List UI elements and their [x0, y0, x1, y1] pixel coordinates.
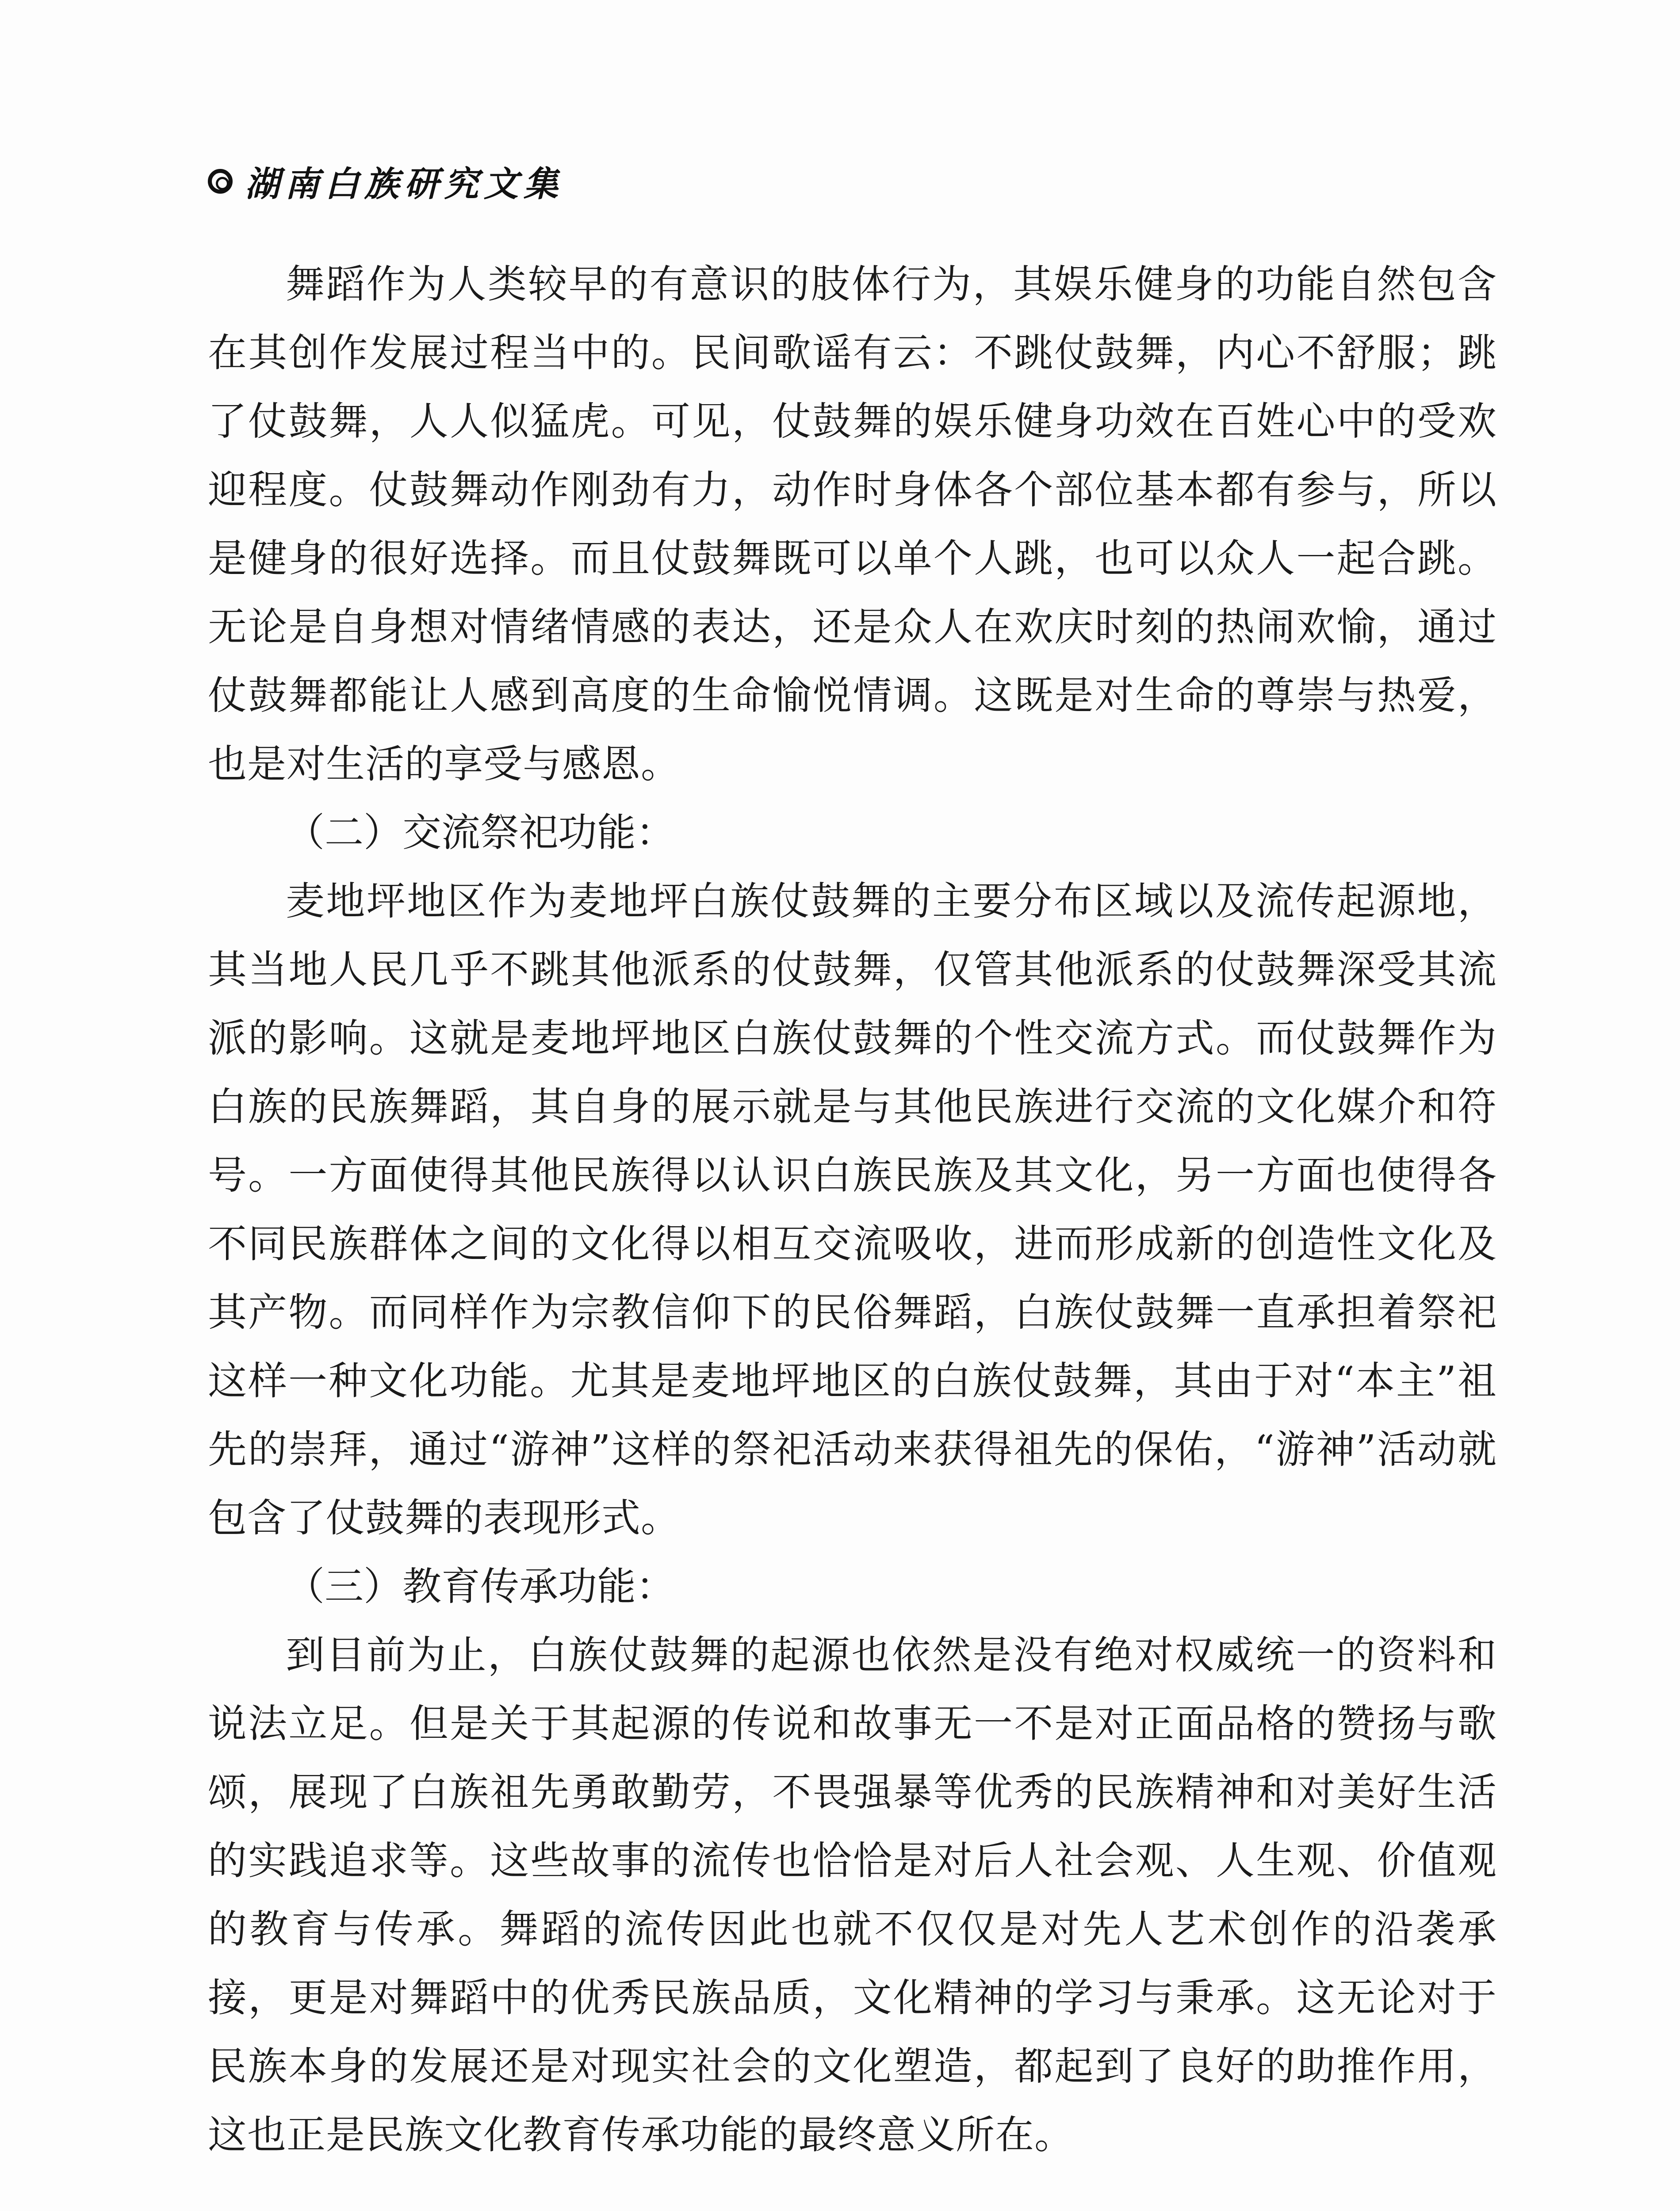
section-title	[208, 2207, 1497, 2211]
running-header-title: 湖南白族研究文集	[245, 164, 564, 204]
running-header	[208, 150, 563, 212]
bullseye-mark-icon	[208, 169, 233, 194]
paragraph-communication-sacrifice: 麦地坪地区作为麦地坪白族仗鼓舞的主要分布区域以及流传起源地，其当地人民几乎不跳其他派系的仗鼓舞，仅管其他派系的仗鼓舞深受其流派的影响。这就是麦地坪地区白族仗鼓舞的个性交流方式。而仗鼓舞作为白族的民族舞蹈，其自身的展示就是与其他民族进行交流的文化媒介和符号。一方面使得其他民族得以认识白族民族及其文化，另一方面也使得各不同民族群体之间的文化得以相互交流吸收，进而形成新的创造性文化及其产物。而同样作为宗教信仰下的民俗舞蹈，白族仗鼓舞一直承担着祭祀这样一种文化功能。尤其是麦地坪地区的白族仗鼓舞，其由于对“本主”祖先的崇拜，通过“游神”这样的祭祀活动来获得祖先的保佑，“游神”活动就包含了仗鼓舞的表现形式。	[208, 878, 1497, 1541]
subheading-education-inheritance: （三）教育传承功能：	[286, 1564, 675, 1609]
body-text	[208, 250, 1497, 2211]
subheading-communication-sacrifice: （二）交流祭祀功能：	[286, 810, 675, 855]
paragraph-education-inheritance: 到目前为止，白族仗鼓舞的起源也依然是没有绝对权威统一的资料和说法立足。但是关于其起源的传说和故事无一不是对正面品格的赞扬与歌颂，展现了白族祖先勇敢勤劳，不畏强暴等优秀的民族精神和对美好生活的实践追求等。这些故事的流传也恰恰是对后人社会观、人生观、价值观的教育与传承。舞蹈的流传因此也就不仅仅是对先人艺术创作的沿袭承接，更是对舞蹈中的优秀民族品质，文化精神的学习与秉承。这无论对于民族本身的发展还是对现实社会的文化塑造，都起到了良好的助推作用，这也正是民族文化教育传承功能的最终意义所在。	[208, 1632, 1497, 2157]
paragraph-entertainment-function: 舞蹈作为人类较早的有意识的肢体行为，其娱乐健身的功能自然包含在其创作发展过程当中的。民间歌谣有云：不跳仗鼓舞，内心不舒服；跳了仗鼓舞，人人似猛虎。可见，仗鼓舞的娱乐健身功效在百姓心中的受欢迎程度。仗鼓舞动作刚劲有力，动作时身体各个部位基本都有参与，所以是健身的很好选择。而且仗鼓舞既可以单个人跳，也可以众人一起合跳。无论是自身想对情绪情感的表达，还是众人在欢庆时刻的热闹欢愉，通过仗鼓舞都能让人感到高度的生命愉悦情调。这既是对生命的尊崇与热爱，也是对生活的享受与感恩。	[208, 261, 1497, 787]
